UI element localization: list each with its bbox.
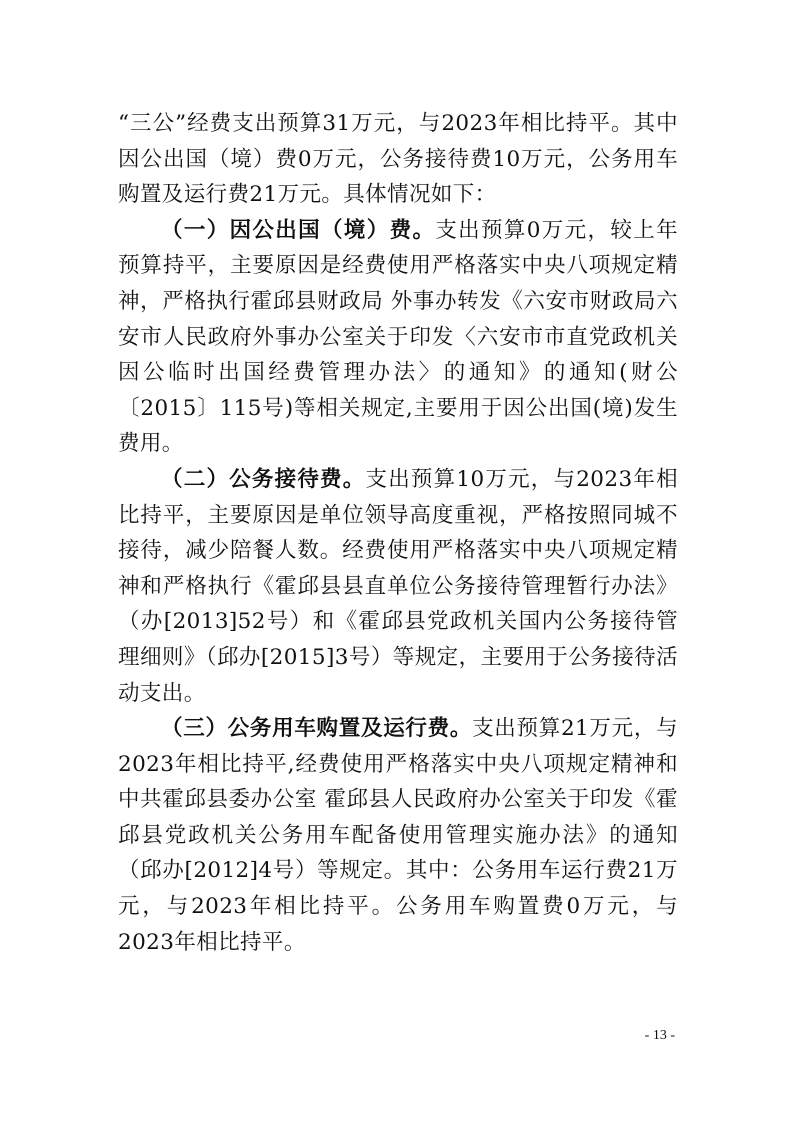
section-heading-2: （二）公务接待费。: [161, 466, 366, 492]
document-body: [118, 106, 678, 960]
section-text-2: 支出预算10万元，与2023年相比持平，主要原因是单位领导高度重视，严格按照同城不接待，减少陪餐人数。经费使用严格落实中央八项规定精神和严格执行《霍邱县县直单位公务接待管理暂行办法》（办[2013]52号）和《霍邱县党政机关国内公务接待管理细则》（邱办[2015]3号）等规定，主要用于公务接待活动支出。: [118, 466, 678, 706]
page-number: - 13 -: [644, 1028, 675, 1043]
section-text-3: 支出预算21万元，与2023年相比持平,经费使用严格落实中央八项规定精神和中共霍邱县委办公室 霍邱县人民政府办公室关于印发《霍邱县党政机关公务用车配备使用管理实施办法》的通知（邱办[2012]4号）等规定。其中：公务用车运行费21万元，与2023年相比持平。公务用车购置费0万元，与2023年相比持平。: [118, 716, 678, 955]
section-heading-1: （一）因公出国（境）费。: [161, 217, 436, 243]
section-paragraph-3: [118, 711, 678, 960]
section-text-1: 支出预算0万元，较上年预算持平，主要原因是经费使用严格落实中央八项规定精神，严格执行霍邱县财政局 外事办转发《六安市财政局六安市人民政府外事办公室关于印发〈六安市市直党政机关因公临时出国经费管理办法〉的通知》的通知(财公〔2015〕115号)等相关规定,主要用于因公出国(境)发生费用。: [118, 217, 678, 457]
section-heading-3: （三）公务用车购置及运行费。: [161, 716, 473, 742]
section-paragraph-2: [118, 462, 678, 711]
intro-paragraph: “三公”经费支出预算31万元，与2023年相比持平。其中因公出国（境）费0万元，公务接待费10万元，公务用车购置及运行费21万元。具体情况如下：: [118, 111, 678, 208]
section-paragraph-1: [118, 213, 678, 462]
